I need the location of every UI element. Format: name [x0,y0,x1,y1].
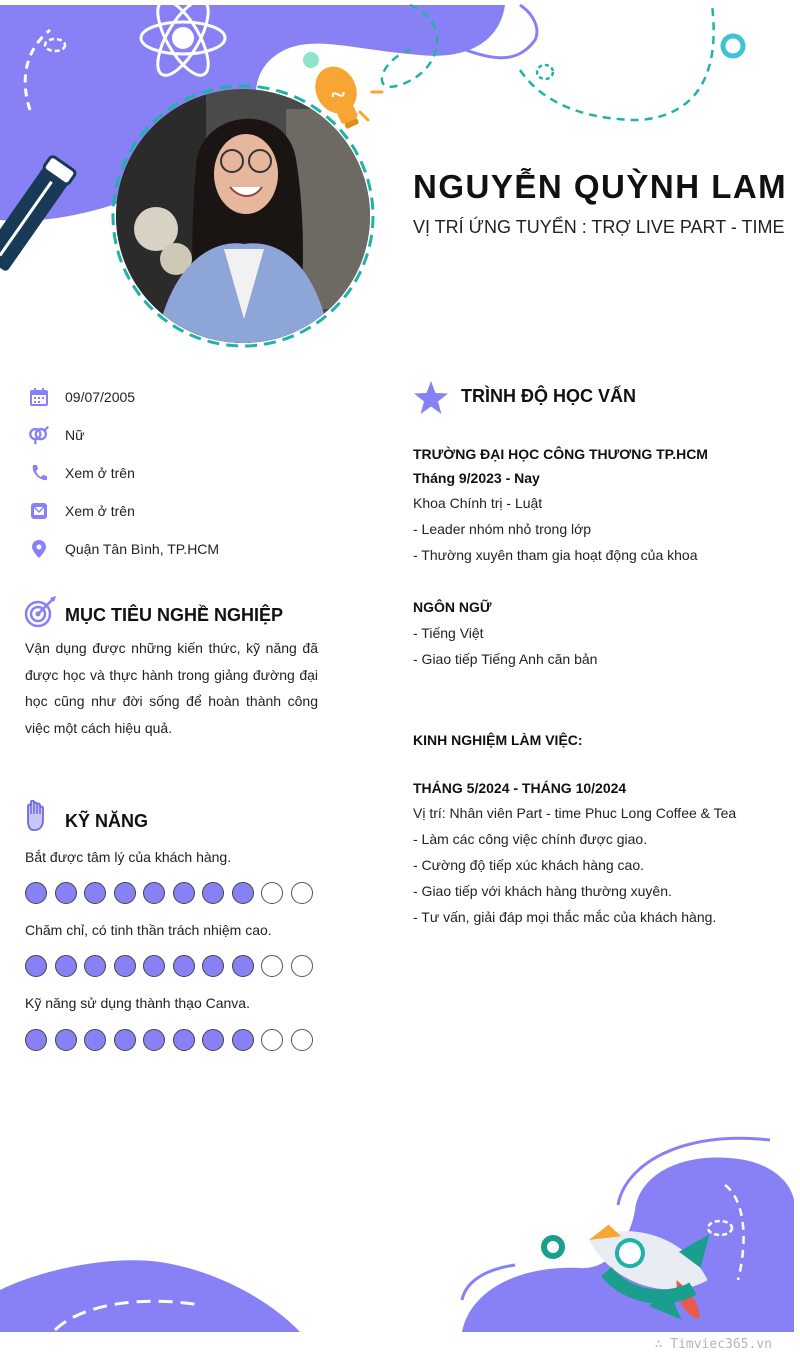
teal-ring-bottom [544,1238,562,1256]
calendar-icon [28,386,50,408]
applied-position: VỊ TRÍ ỨNG TUYỂN : TRỢ LIVE PART - TIME [413,217,785,237]
rating-dot-empty [291,1029,313,1051]
profile-photo-illustration [116,89,370,343]
rating-dot-filled [232,882,254,904]
rating-dot-empty [261,955,283,977]
objective-title: MỤC TIÊU NGHỀ NGHIỆP [65,605,284,625]
rating-dot-filled [25,1029,47,1051]
rating-dot-filled [55,1029,77,1051]
location-pin-icon [28,538,50,560]
skill-rating [25,882,313,904]
skill-label: Chăm chỉ, có tinh thần trách nhiệm cao. [25,922,272,938]
experience-item: - Làm các công việc chính được giao. [413,831,648,847]
skill-label: Kỹ năng sử dụng thành thạo Canva. [25,995,250,1011]
rating-dot-filled [114,955,136,977]
birthday-value: 09/07/2005 [65,389,136,405]
contact-email [28,499,135,523]
watermark: ∴ Timviec365.vn [654,1337,772,1352]
experience-item: - Cường độ tiếp xúc khách hàng cao. [413,857,645,873]
rating-dot-filled [25,882,47,904]
rating-dot-filled [173,882,195,904]
rating-dot-filled [84,882,106,904]
contact-address [28,537,220,561]
language-item: - Giao tiếp Tiếng Anh căn bản [413,651,598,667]
experience-item: - Giao tiếp với khách hàng thường xuyên. [413,883,672,899]
target-icon [24,596,58,630]
rating-dot-filled [55,882,77,904]
experience-period: THÁNG 5/2024 - THÁNG 10/2024 [413,780,627,796]
rating-dot-filled [173,955,195,977]
top-right-dashes [382,5,714,120]
phone-icon [28,462,50,484]
rating-dot-filled [202,882,224,904]
education-detail: - Leader nhóm nhỏ trong lớp [413,521,592,537]
experience-title: KINH NGHIỆM LÀM VIỆC: [413,732,583,748]
rating-dot-filled [84,955,106,977]
skill-label: Bắt được tâm lý của khách hàng. [25,849,232,865]
profile-photo [116,89,370,343]
rating-dot-filled [232,955,254,977]
education-faculty: Khoa Chính trị - Luật [413,495,543,511]
rating-dot-filled [84,1029,106,1051]
experience-role: Vị trí: Nhân viên Part - time Phuc Long Coffee & Tea [413,805,737,821]
rating-dot-empty [291,955,313,977]
education-title: TRÌNH ĐỘ HỌC VẤN [461,386,636,406]
rating-dot-filled [202,1029,224,1051]
teal-ring-top [723,36,743,56]
skill-rating [25,1029,313,1051]
email-value: Xem ở trên [65,503,135,519]
contact-birthday [28,385,136,409]
hand-icon [24,800,48,832]
rating-dot-filled [173,1029,195,1051]
mail-icon [28,500,50,522]
rating-dot-filled [143,1029,165,1051]
skill-rating [25,955,313,977]
objective-text: Vận dụng được những kiến thức, kỹ năng đã được học và thực hành trong giảng đường đại học cũng như đời sống để hoàn thành công việc một cách hiệu quả. [25,640,318,736]
contact-phone [28,461,135,485]
gender-icon [28,424,50,446]
rating-dot-filled [55,955,77,977]
school-name: TRƯỜNG ĐẠI HỌC CÔNG THƯƠNG TP.HCM [413,446,708,462]
skills-title: KỸ NĂNG [65,811,149,831]
experience-item: - Tư vấn, giải đáp mọi thắc mắc của khách hàng. [413,909,717,925]
language-item: - Tiếng Việt [413,625,484,641]
rating-dot-filled [25,955,47,977]
rating-dot-filled [114,1029,136,1051]
contact-gender [28,423,85,447]
rating-dot-filled [202,955,224,977]
star-icon [413,380,449,416]
rating-dot-empty [291,882,313,904]
languages-title: NGÔN NGỮ [413,599,492,615]
candidate-name: NGUYỄN QUỲNH LAM [413,168,788,205]
phone-value: Xem ở trên [65,465,135,481]
gender-value: Nữ [65,427,85,443]
address-value: Quận Tân Bình, TP.HCM [65,541,220,557]
rating-dot-filled [232,1029,254,1051]
rating-dot-filled [143,955,165,977]
rating-dot-filled [114,882,136,904]
education-detail: - Thường xuyên tham gia hoạt động của khoa [413,547,698,563]
bottom-left-blob [0,1260,300,1332]
rating-dot-empty [261,882,283,904]
rating-dot-filled [143,882,165,904]
education-period: Tháng 9/2023 - Nay [413,470,540,486]
rating-dot-empty [261,1029,283,1051]
